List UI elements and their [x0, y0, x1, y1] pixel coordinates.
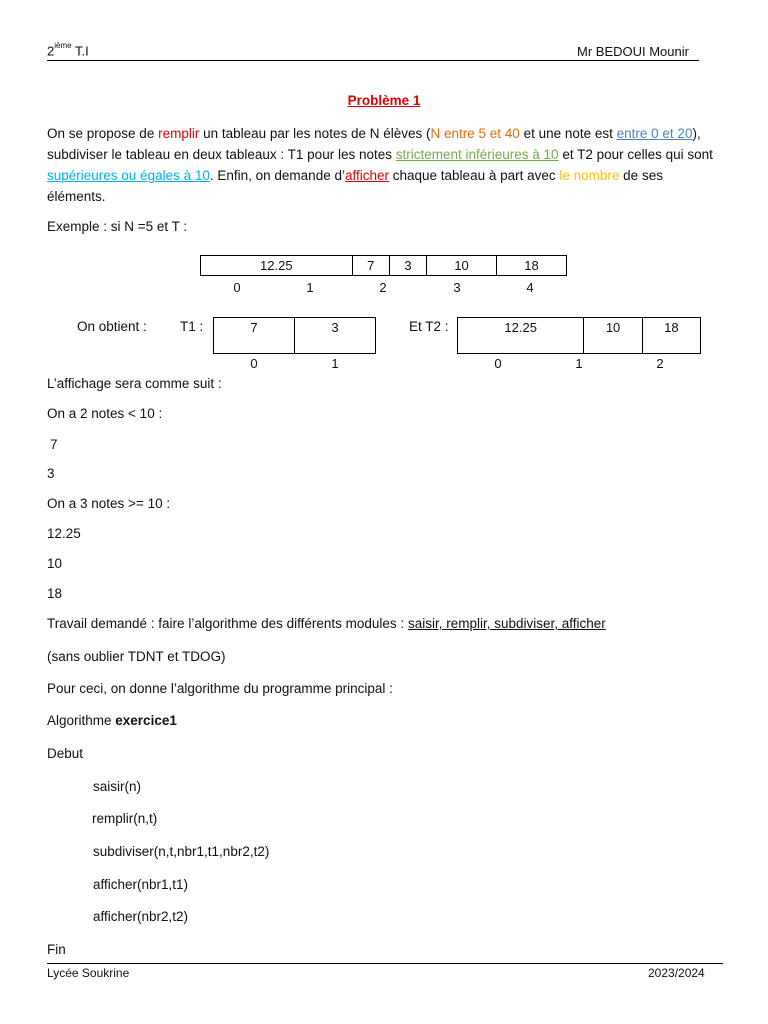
array-t-cell: 12.25 [201, 256, 353, 276]
output-intro: L’affichage sera comme suit : [47, 376, 222, 391]
work-statement: Travail demandé : faire l’algorithme des différents modules : saisir, remplir, subdiviser, afficher [47, 616, 606, 631]
algorithm-line: afficher(nbr2,t2) [93, 909, 189, 924]
output-value: 7 [50, 437, 58, 452]
array-t-index: 0 [233, 280, 241, 295]
array-t1 [213, 317, 376, 354]
output-value: 3 [47, 466, 55, 481]
footer-school: Lycée Soukrine [47, 966, 130, 980]
work-note: (sans oublier TDNT et TDOG) [47, 649, 226, 664]
algorithm-debut: Debut [47, 746, 84, 761]
array-t2-index: 0 [494, 356, 502, 371]
array-t2-cell: 10 [584, 318, 642, 354]
algorithm-line: afficher(nbr1,t1) [93, 877, 189, 892]
array-t-cell: 18 [497, 256, 567, 276]
array-t1-cell: 7 [214, 318, 295, 354]
array-t2-cell: 12.25 [458, 318, 584, 354]
intro-paragraph: On se propose de remplir un tableau par les notes de N élèves (N entre 5 et 40 et une note est entre 0 et 20), subdiviser le tableau en deux tableaux : T1 pour les notes strictement inférieures à 10 et T2 pour celles qui sont supérieures ou égales à 10. Enfin, on demande d’afficher chaque tableau à part avec le nombre de ses éléments. [47, 126, 713, 204]
output-value: 18 [47, 586, 63, 601]
array-t-index: 3 [453, 280, 461, 295]
algorithm-line: subdiviser(n,t,nbr1,t1,nbr2,t2) [93, 844, 270, 859]
array-t [200, 255, 567, 276]
footer-year: 2023/2024 [648, 966, 705, 980]
array-t2 [457, 317, 701, 354]
t2-label: Et T2 : [409, 319, 449, 334]
example-label: Exemple : si N =5 et T : [47, 219, 188, 234]
array-t2-index: 2 [656, 356, 664, 371]
algorithm-fin: Fin [47, 942, 66, 957]
obtained-label: On obtient : [77, 319, 147, 334]
output-value: 12.25 [47, 526, 81, 541]
array-t-index: 4 [526, 280, 534, 295]
work-given: Pour ceci, on donne l’algorithme du programme principal : [47, 681, 393, 696]
header-class: 2ième T.I [47, 41, 89, 59]
footer-divider [47, 963, 723, 964]
t1-label: T1 : [180, 319, 204, 334]
array-t-cell: 3 [389, 256, 426, 276]
algorithm-name: exercice1 [115, 713, 177, 728]
array-t1-index: 0 [250, 356, 258, 371]
header-divider [47, 60, 699, 61]
module-list: saisir, remplir, subdiviser, afficher [407, 616, 606, 631]
output-line-less: On a 2 notes < 10 : [47, 406, 163, 421]
output-value: 10 [47, 556, 63, 571]
problem-title: Problème 1 [347, 93, 421, 108]
algorithm-header: Algorithme exercice1 [47, 713, 177, 728]
header-author: Mr BEDOUI Mounir [577, 44, 689, 59]
array-t-cell: 10 [427, 256, 497, 276]
array-t1-cell: 3 [295, 318, 376, 354]
array-t1-index: 1 [331, 356, 339, 371]
array-t-index: 1 [306, 280, 314, 295]
array-t-index: 2 [379, 280, 387, 295]
array-t2-cell: 18 [642, 318, 700, 354]
algorithm-line: saisir(n) [93, 779, 142, 794]
algorithm-line: remplir(n,t) [92, 811, 158, 826]
output-line-greater: On a 3 notes >= 10 : [47, 496, 171, 511]
array-t-cell: 7 [352, 256, 389, 276]
array-t2-index: 1 [575, 356, 583, 371]
